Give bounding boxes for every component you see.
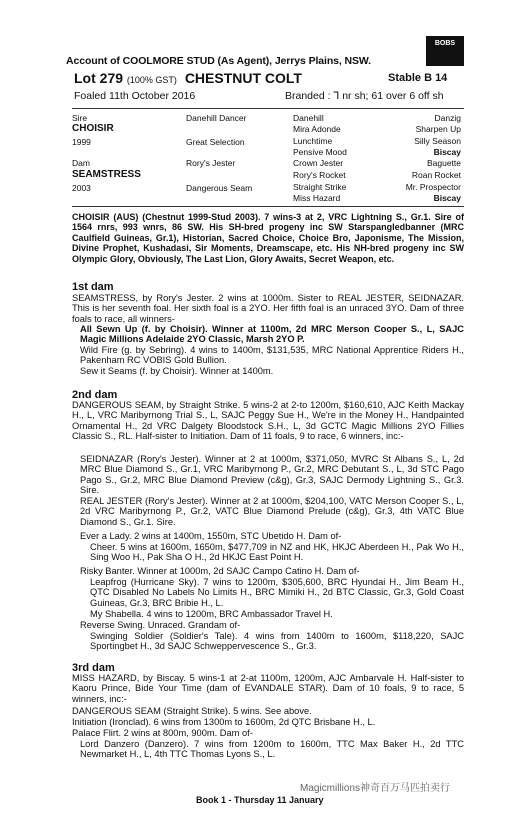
sire-summary: CHOISIR (AUS) (Chestnut 1999-Stud 2003). 7 wins-3 at 2, VRC Lightning S., Gr.1. Sire of 1564 rnrs, 993 wnrs, 86 SW. His SH-bred progeny inc SW Starspangledbanner (MRC Caulfield Guineas, Gr.1), Historian, Sacred Choice, Choice Bro, Japonisme, The Mission, Divine Prophet, Kushadasi, Sir Moments, Dreamscape, etc. His NH-bred progeny inc SW Olympic Glory, Obviously, The Last Lion, Glory Awaits, Secret Weapon, etc.	[72, 212, 464, 264]
third-dam-para: Initiation (Ironclad). 6 wins from 1300m to 1600m, 2d QTC Brisbane H., L.	[72, 717, 376, 727]
third-dam-para: Palace Flirt. 2 wins at 800m, 900m. Dam of-	[72, 728, 253, 738]
second-dam-para: Swinging Soldier (Soldier's Tale). 4 wins from 1400m to 1600m, $118,220, SAJC Sportingbet H., 3d SAJC Schweppervescence S., Gr.3.	[90, 631, 464, 652]
sire-label: Sire	[72, 113, 88, 123]
watermark: Magicmillions神奇百万马匹拍卖行	[300, 783, 451, 794]
stable-number: Stable B 14	[388, 72, 448, 84]
divider-top	[72, 108, 464, 109]
grandsire-2: Great Selection	[186, 137, 245, 147]
third-dam-para: Lord Danzero (Danzero). 7 wins from 1200m to 1600m, TTC Max Baker H., 2d TTC Newmarket H., L, 4th TTC Thomas Lyons S., L.	[80, 739, 464, 760]
vendor-line: Account of COOLMORE STUD (As Agent), Jerrys Plains, NSW.	[66, 55, 371, 67]
lot-number: Lot 279	[74, 70, 124, 86]
grandsire-1: Danehill Dancer	[186, 113, 247, 123]
grandsire-4: Dangerous Seam	[186, 183, 253, 193]
divider-pedigree	[72, 206, 464, 207]
second-dam-para: SEIDNAZAR (Rory's Jester). Winner at 2 at 1000m, $371,050, MVRC St Albans S., L, 2d MRC Blue Diamond S., Gr.1, VRC Maribyrnong P., Gr.2, MRC Debutant S., L, 3d STC Pago Pago S., Gr.2, MRC Blue Diamond Preview (c&g), Gr.3, SAJC Dermody Lightning S., Gr.3. Sire.	[80, 454, 464, 496]
first-dam-heading: 1st dam	[72, 281, 114, 293]
logo-text: BOBS	[434, 40, 456, 47]
second-dam-para: Leapfrog (Hurricane Sky). 7 wins to 1200m, $305,600, BRC Hyundai H., Jim Beam H., QTC Disabled No Labels No Limits H., BRC Mimiki H., 2d BTC Classic, Gr.3, Gold Coast Guineas, Gr.3, BRC Bribie H., L.	[90, 577, 464, 608]
second-dam-para: Risky Banter. Winner at 1000m, 2d SAJC Campo Catino H. Dam of-	[80, 566, 360, 576]
third-dam-heading: 3rd dam	[72, 662, 115, 674]
second-dam-para: REAL JESTER (Rory's Jester). Winner at 2 at 1000m, $204,100, VATC Merson Cooper S., L, 2d VRC Maribyrnong P., Gr.2, VATC Blue Diamond Prelude (c&g), Gr.3, 4th VATC Blue Diamond S., Gr.1. Sire.	[80, 496, 464, 527]
sire-name: CHOISIR	[72, 123, 114, 134]
third-dam-para: DANGEROUS SEAM (Straight Strike). 5 wins. See above.	[72, 706, 312, 716]
second-dam-para: My Shabella. 4 wins to 1200m, BRC Ambassador Travel H.	[90, 609, 333, 619]
second-dam-heading: 2nd dam	[72, 389, 118, 401]
sale-logo	[426, 36, 464, 66]
brand-description: Branded : ⅂ nr sh; 61 over 6 off sh	[285, 90, 444, 102]
lot-heading	[74, 70, 302, 86]
ggs-row: Danehill Danzig	[293, 113, 461, 123]
dam-name: SEAMSTRESS	[72, 169, 141, 180]
ggs-row: Mira Adonde Sharpen Up	[293, 124, 461, 134]
ggs-row: Straight Strike Mr. Prospector	[293, 182, 461, 192]
dam-year: 2003	[72, 183, 91, 193]
second-dam-para: Ever a Lady. 2 wins at 1400m, 1550m, STC Ubetido H. Dam of-	[80, 531, 342, 541]
ggs-row: Rory's Rocket Roan Rocket	[293, 170, 461, 180]
ggs-row: Crown Jester Baguette	[293, 158, 461, 168]
sire-year: 1999	[72, 137, 91, 147]
first-dam-para: All Sewn Up (f. by Choisir). Winner at 1100m, 2d MRC Merson Cooper S., L, SAJC Magic Millions Adelaide 2YO Classic, Marsh 2YO P.	[80, 324, 464, 345]
ggs-row: Miss Hazard Biscay	[293, 193, 461, 203]
first-dam-para: Wild Fire (g. by Sebring). 4 wins to 1400m, $131,535, MRC National Apprentice Riders H., Pakenham RC VOBIS Gold Bullion.	[80, 345, 464, 366]
foaled-date: Foaled 11th October 2016	[74, 90, 196, 102]
second-dam-para: Reverse Swing. Unraced. Grandam of-	[80, 620, 241, 630]
first-dam-para: Sew it Seams (f. by Choisir). Winner at 1400m.	[80, 366, 274, 376]
ggs-row: Pensive Mood Biscay	[293, 147, 461, 157]
second-dam-para: Cheer. 5 wins at 1600m, 1650m, $477,709 in NZ and HK, HKJC Aberdeen H., Pak Wo H., Sing Woo H., Pak Sha O H., 2d HKJC East Point H.	[90, 542, 464, 563]
gst-note: (100% GST)	[126, 75, 177, 85]
third-dam-para: MISS HAZARD, by Biscay. 5 wins-1 at 2-at 1100m, 1200m, AJC Ambarvale H. Half-sister to Kaoru Prince, Bide Your Time (dam of EVANDALE STAR). Dam of 10 foals, 9 to race, 5 winners, inc:-	[72, 673, 464, 704]
second-dam-para: DANGEROUS SEAM, by Straight Strike. 5 wins-2 at 2-to 1200m, $160,610, AJC Keith Mackay H., L, VRC Maribyrnong Trial S., L, SAJC Peggy Sue H., We're in the Money H., Handpainted Ornamental H., 2d VRC Dalgety Bloodstock S.H., L, 3d GCTC Magic Millions 2YO Fillies Classic S., RL. Half-sister to Initiation. Dam of 11 foals, 9 to race, 6 winners, inc:-	[72, 400, 464, 442]
page-footer: Book 1 - Thursday 11 January	[196, 795, 324, 805]
dam-label: Dam	[72, 158, 90, 168]
lot-title: CHESTNUT COLT	[184, 70, 302, 86]
first-dam-para: SEAMSTRESS, by Rory's Jester. 2 wins at 1000m. Sister to REAL JESTER, SEIDNAZAR. This is her seventh foal. Her sixth foal is a 2YO. Her fifth foal is an unraced 3YO. Dam of three foals to race, all winners-	[72, 293, 464, 324]
grandsire-3: Rory's Jester	[186, 158, 236, 168]
ggs-row: Lunchtime Silly Season	[293, 136, 461, 146]
